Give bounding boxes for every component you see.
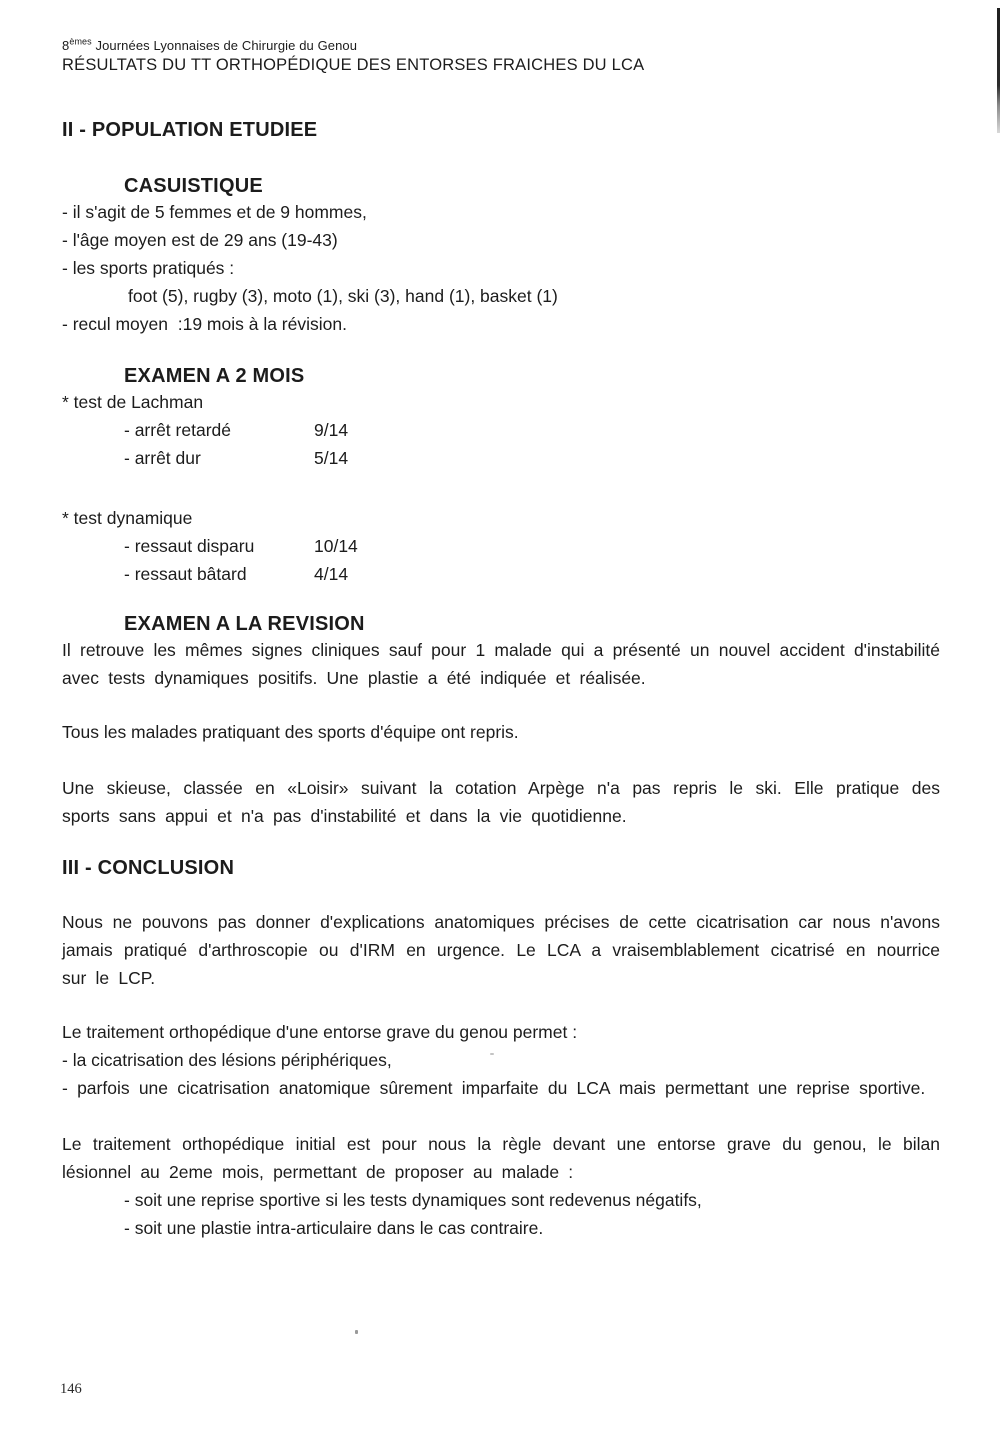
test-result-value: 5/14 — [314, 448, 349, 468]
section-title-population: II - POPULATION ETUDIEE — [62, 119, 318, 141]
heading-casuistique: CASUISTIQUE — [124, 175, 263, 197]
scan-speck-artifact — [490, 1053, 494, 1055]
initial-treatment-item: - soit une plastie intra-articulaire dans le cas contraire. — [124, 1218, 544, 1238]
conclusion-paragraph: Nous ne pouvons pas donner d'explications anatomiques précises de cette cicatrisation car nous n'avons jamais pratiqué d'arthroscopie ou d'IRM en urgence. Le LCA a vraisemblablement cicatrisé en nourrice sur le LCP. — [62, 912, 940, 988]
test-result-row — [62, 532, 940, 560]
scan-speck-artifact — [355, 1330, 358, 1334]
test-result-label: - arrêt dur — [124, 448, 201, 468]
section-title-conclusion: III - CONCLUSION — [62, 857, 235, 879]
casuistique-item: - les sports pratiqués : — [62, 258, 235, 278]
test-result-label: - arrêt retardé — [124, 420, 231, 440]
test-result-row — [62, 444, 940, 472]
treatment-permits-item: - la cicatrisation des lésions périphériques, — [62, 1050, 392, 1070]
test-result-value: 4/14 — [314, 564, 349, 584]
paper-title: RÉSULTATS DU TT ORTHOPÉDIQUE DES ENTORSES FRAICHES DU LCA — [62, 56, 645, 74]
revision-paragraph: Une skieuse, classée en «Loisir» suivant la cotation Arpège n'a pas repris le ski. Elle pratique des sports sans appui et n'a pas d'instabilité et dans la vie quotidienne. — [62, 778, 940, 826]
test-result-label: - ressaut bâtard — [124, 564, 247, 584]
revision-paragraph: Il retrouve les mêmes signes cliniques sauf pour 1 malade qui a présenté un nouvel accident d'instabilité avec tests dynamiques positifs. Une plastie a été indiquée et réalisée. — [62, 640, 940, 688]
heading-examen-2-mois: EXAMEN A 2 MOIS — [124, 365, 305, 387]
casuistique-item: - l'âge moyen est de 29 ans (19-43) — [62, 230, 338, 250]
treatment-permits-item: - parfois une cicatrisation anatomique sûrement imparfaite du LCA mais permettant une reprise sportive. — [62, 1078, 926, 1098]
header-series — [62, 38, 940, 54]
page-number: 146 — [60, 1381, 82, 1397]
casuistique-item: - il s'agit de 5 femmes et de 9 hommes, — [62, 202, 367, 222]
revision-paragraph: Tous les malades pratiquant des sports d'équipe ont repris. — [62, 722, 519, 742]
initial-treatment-item: - soit une reprise sportive si les tests dynamiques sont redevenus négatifs, — [124, 1190, 702, 1210]
header-series-number: 8 — [62, 38, 70, 53]
test-result-row — [62, 416, 940, 444]
header-series-ordinal-suffix: èmes — [69, 36, 92, 47]
initial-treatment-intro: Le traitement orthopédique initial est pour nous la règle devant une entorse grave du genou, le bilan lésionnel au 2eme mois, permettant de proposer au malade : — [62, 1134, 940, 1182]
treatment-permits-intro: Le traitement orthopédique d'une entorse grave du genou permet : — [62, 1022, 578, 1042]
casuistique-item: - recul moyen :19 mois à la révision. — [62, 314, 347, 334]
casuistique-sports-detail: foot (5), rugby (3), moto (1), ski (3), hand (1), basket (1) — [128, 286, 558, 306]
test-result-label: - ressaut disparu — [124, 536, 255, 556]
test-result-value: 10/14 — [314, 536, 358, 556]
test-result-row — [62, 560, 940, 588]
test-dynamique-label: * test dynamique — [62, 508, 193, 528]
header-series-name: Journées Lyonnaises de Chirurgie du Genou — [91, 38, 358, 53]
test-lachman-label: * test de Lachman — [62, 392, 204, 412]
test-result-value: 9/14 — [314, 420, 349, 440]
heading-examen-revision: EXAMEN A LA REVISION — [124, 613, 365, 635]
